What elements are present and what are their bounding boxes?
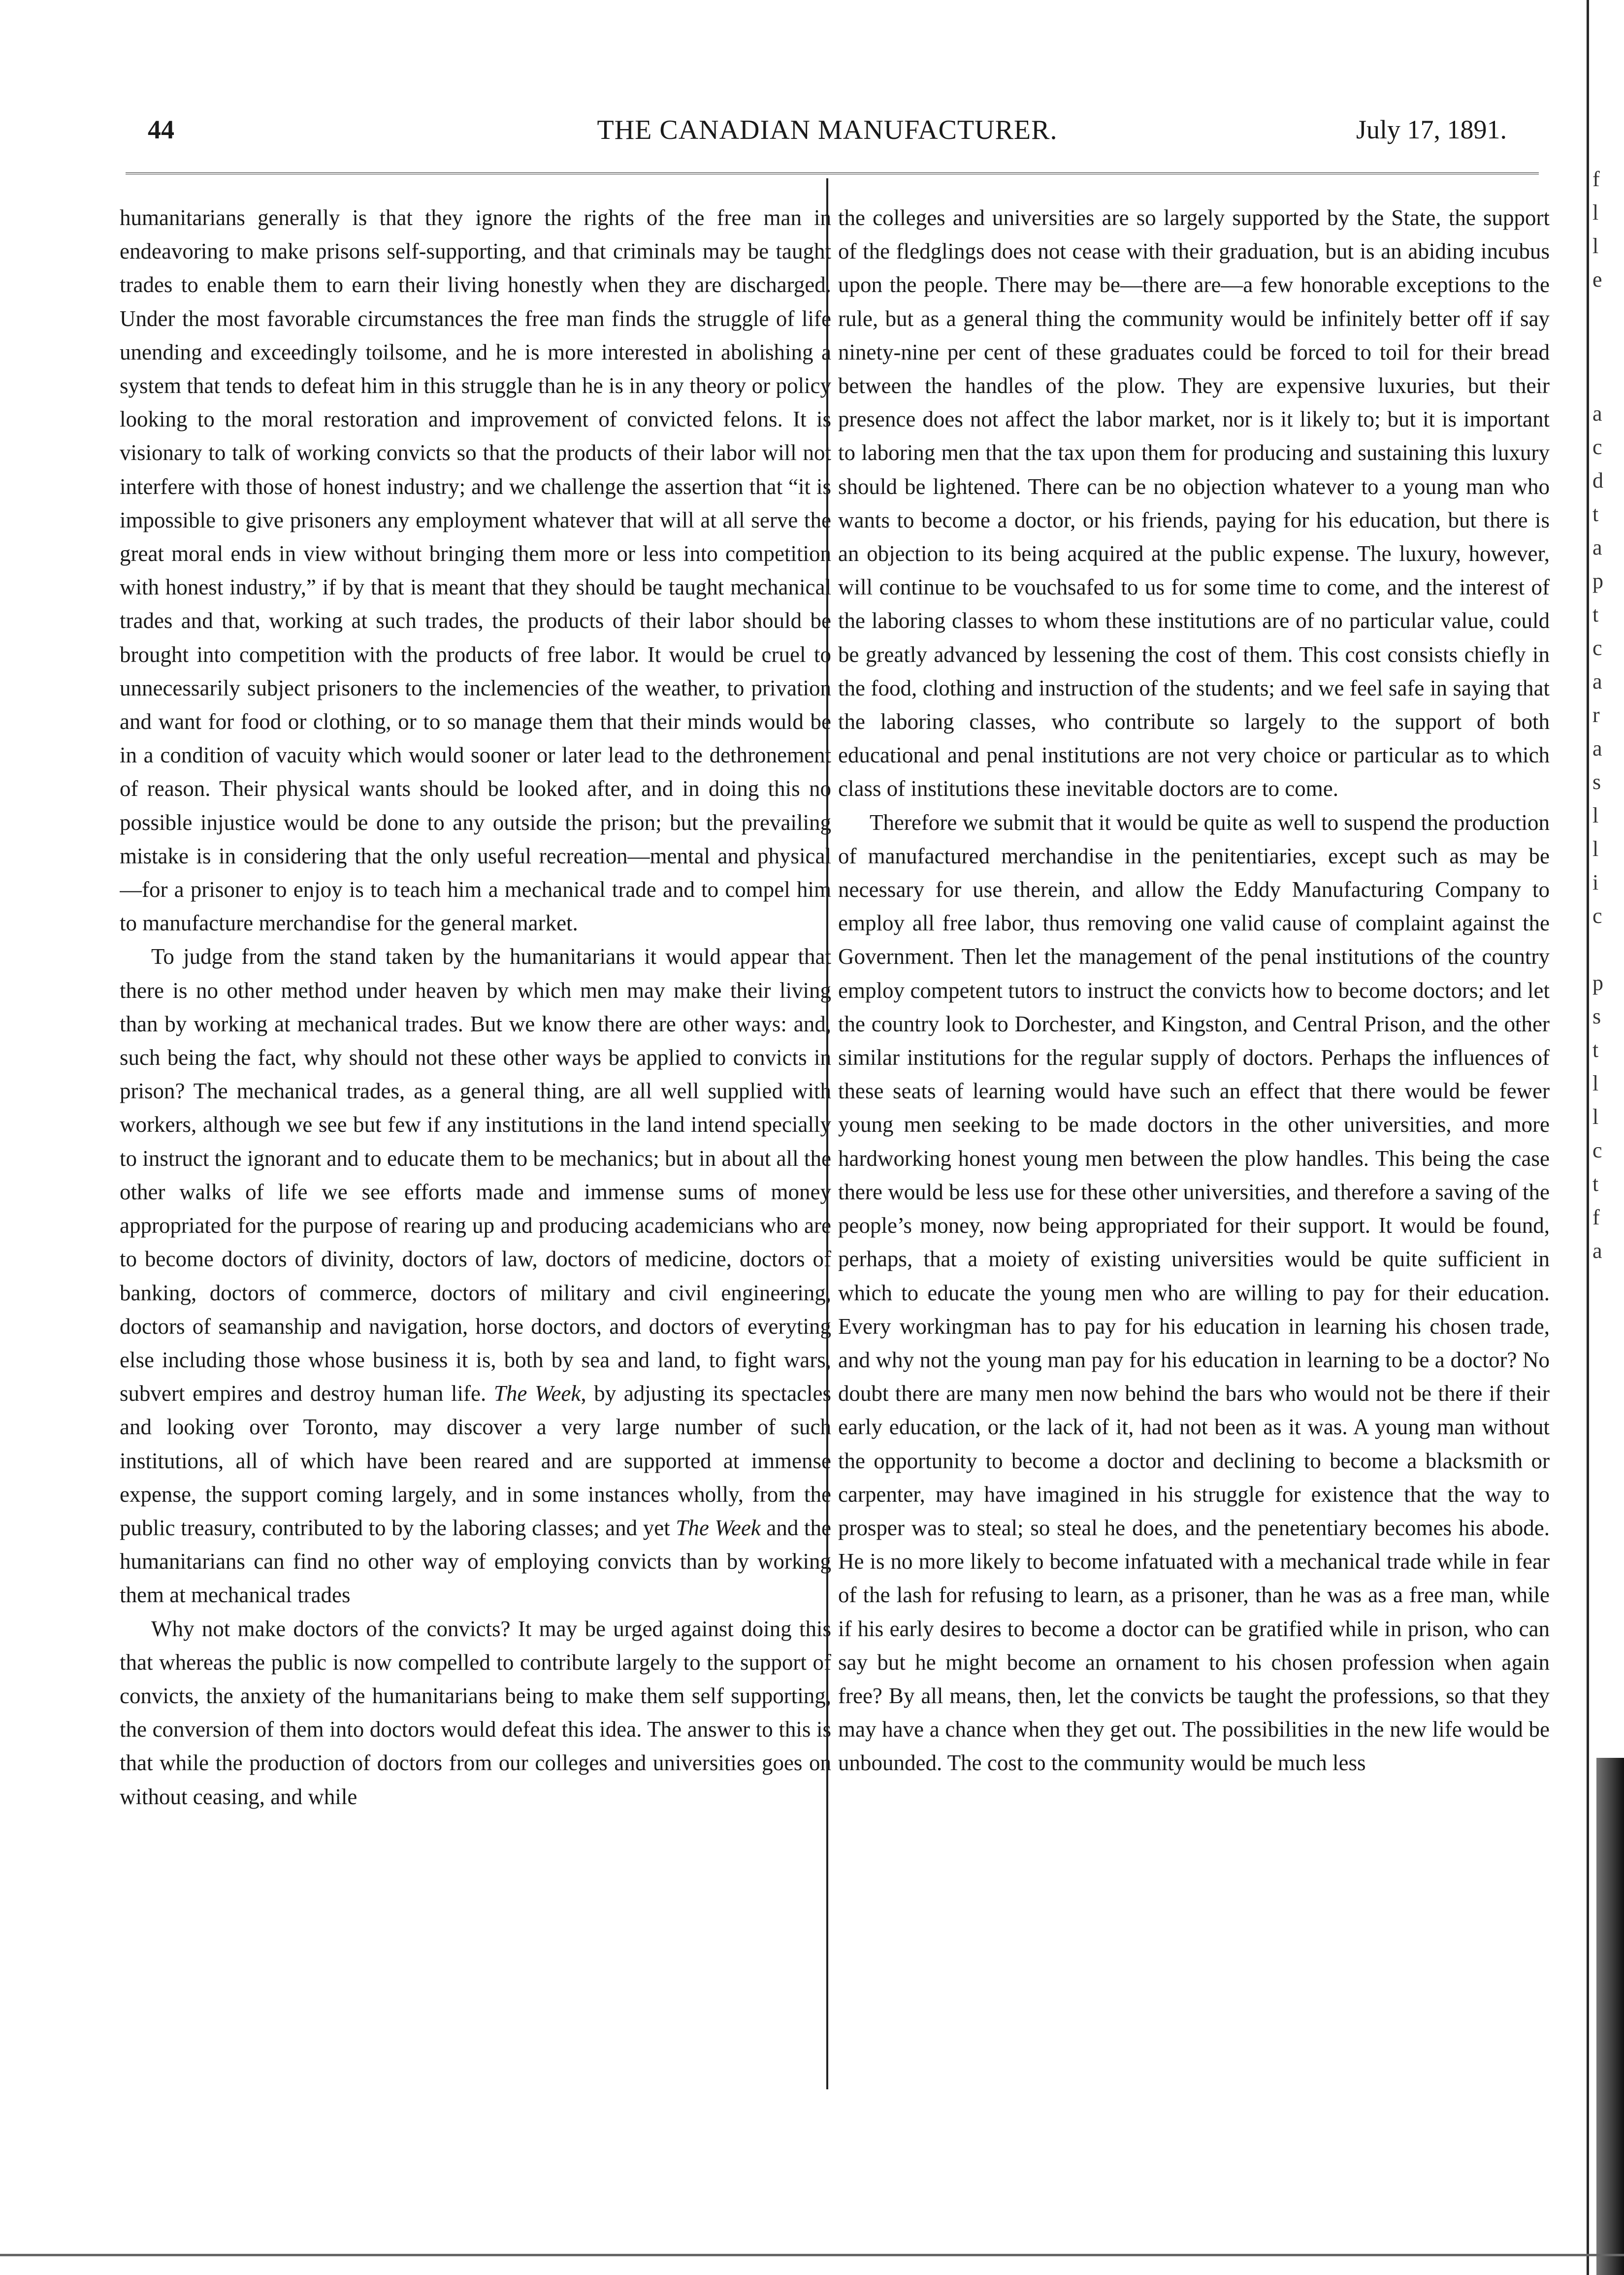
adjacent-page-edge — [1576, 0, 1624, 2275]
margin-letter: s — [1592, 770, 1601, 794]
margin-letter — [1592, 933, 1612, 966]
page-title: THE CANADIAN MANUFACTURER. — [597, 115, 1058, 145]
margin-letter: f — [1592, 1205, 1600, 1229]
margin-letter: a — [1592, 736, 1602, 760]
margin-letter: l — [1592, 200, 1599, 225]
paragraph: the colleges and universities are so largely supported by the State, the support of the fledglings does not cease with their graduation, but is an abiding incubus upon the people. There may be—there are—a few honorable exceptions to the rule, but as a general thing the community would be infinitely better off if say ninety-nine per cent of these graduates could be forced to toil for their bread between the handles of the plow. They are expensive luxuries, but their presence does not affect the labor market, nor is it likely to; but it is important to laboring men that the tax upon them for producing and sustaining this luxury should be lightened. There can be no objection whatever to a young man who wants to become a doctor, or his friends, paying for his education, but there is an objection to its being acquired at the public expense. The luxury, however, will continue to be vouchsafed to us for some time to come, and the interest of the laboring classes to whom these institutions are of no particular value, could be greatly advanced by lessening the cost of them. This cost consists chiefly in the food, clothing and instruction of the students; and we feel safe in saying that the laboring classes, who contribute so largely to the support of both educational and penal institutions are not very choice or particular as to which class of institutions these inevitable doctors are to come. — [838, 205, 1550, 801]
margin-letter: p — [1592, 971, 1603, 995]
margin-letter: d — [1592, 468, 1603, 493]
margin-letter — [1592, 330, 1612, 363]
margin-letter: l — [1592, 1071, 1599, 1095]
margin-letter: t — [1592, 502, 1599, 526]
margin-letter: t — [1592, 1038, 1599, 1062]
bottom-edge — [0, 2254, 1624, 2256]
margin-letter: c — [1592, 1138, 1602, 1162]
margin-letter — [1592, 297, 1612, 330]
margin-letter: r — [1592, 703, 1600, 727]
margin-letter: p — [1592, 569, 1603, 593]
page-number: 44 — [148, 115, 174, 144]
text-run: and the humanitarians can find no other way of employing convicts than by working them at mechanical trades — [120, 1515, 831, 1608]
margin-letter: l — [1592, 837, 1599, 861]
margin-letter: t — [1592, 1172, 1599, 1196]
margin-letter: c — [1592, 904, 1602, 928]
margin-letter: a — [1592, 401, 1602, 426]
margin-letter: l — [1592, 234, 1599, 258]
margin-letter: a — [1592, 1239, 1602, 1263]
margin-letter: s — [1592, 1004, 1601, 1028]
binding-shadow — [1596, 1758, 1624, 2275]
adjacent-page-fragment — [1592, 163, 1612, 1268]
paragraph: Therefore we submit that it would be quite as well to suspend the production of manufactured merchandise in the penitentiaries, except such as may be necessary for use therein, and allow the Eddy Manufacturing Company to employ all free labor, thus removing one valid cause of complaint against the Government. Then let the management of the penal institutions of the country employ competent tutors to instruct the convicts how to become doctors; and let the country look to Dorchester, and Kingston, and Central Prison, and the other similar institutions for the regular supply of doctors. Perhaps the influences of these seats of learning would have such an effect that there would be fewer young men seeking to be made doctors in the other universities, and more hardworking honest young men between the plow handles. This being the case there would be less use for these other universities, and therefore a saving of the people’s money, now being appropriated for their support. It would be found, perhaps, that a moiety of existing universities would be quite sufficient in which to educate the young men who are willing to pay for their education. Every workingman has to pay for his education in learning his chosen trade, and why not the young man pay for his education in learning to be a doctor? No doubt there are many men now behind the bars who would not be there if their early education, or the lack of it, had not been as it was. A young man without the opportunity to become a doctor and declining to become a blacksmith or carpenter, may have imagined in his struggle for existence that the way to prosper was to steal; so steal he does, and the penetentiary becomes his abode. He is no more likely to become infatuated with a mechanical trade while in fear of the lash for refusing to learn, as a prisoner, than he was as a free man, while if his early desires to become a doctor can be gratified while in prison, who can say but he might become an ornament to his chosen profession when again free? By all means, then, let the convicts be taught the professions, so that they may have a chance when they get out. The possibilities in the new life would be unbounded. The cost to the community would be much less — [838, 810, 1550, 1776]
margin-letter — [1592, 363, 1612, 397]
margin-letter: i — [1592, 870, 1599, 894]
paragraph — [120, 940, 831, 1612]
left-column — [120, 201, 831, 2087]
paragraph: Why not make doctors of the convicts? It may be urged against doing this that whereas the public is now compelled to contribute largely to the support of convicts, the anxiety of the humanitarians being to make them self supporting, the conversion of them into doctors would defeat this idea. The answer to this is that while the production of doctors from our colleges and universities goes on without ceasing, and while — [120, 1616, 831, 1809]
header-rule — [126, 172, 1539, 174]
margin-letter: a — [1592, 669, 1602, 693]
margin-letter: e — [1592, 267, 1602, 292]
text-run: To judge from the stand taken by the humanitarians it would appear that there is no other method under heaven by which men may make their living than by working at mechanical trades. But we know there are other ways: and, such being the fact, why should not these other ways be applied to convicts in prison? The mechanical trades, as a general thing, are all well supplied with workers, although we see but few if any institutions in the land intend specially to instruct the ignorant and to educate them to be mechanics; but in about all the other walks of life we see efforts made and immense sums of money appropriated for the purpose of rearing up and producing academicians who are to become doctors of divinity, doctors of law, doctors of medicine, doctors of banking, doctors of commerce, doctors of military and civil engineering, doctors of seamanship and navigation, horse doctors, and doctors of everyting else including those whose business it is, both by sea and land, to fight wars, subvert empires and destroy human life. — [120, 944, 831, 1406]
margin-letter: c — [1592, 435, 1602, 459]
text-run: , by adjusting its spectacles and looking over Toronto, may discover a very large number of such institutions, all of which have been reared and are supported at immense expense, the support coming largely, and in some instances wholly, from the public treasury, contributed to by the laboring classes; and yet — [120, 1381, 831, 1540]
margin-letter: l — [1592, 803, 1599, 827]
publication-name: The Week — [676, 1515, 761, 1540]
issue-date: July 17, 1891. — [1356, 115, 1507, 144]
right-column — [838, 201, 1550, 2087]
page-header — [148, 114, 1507, 154]
margin-letter: a — [1592, 535, 1602, 560]
margin-letter: c — [1592, 636, 1602, 660]
margin-letter: l — [1592, 1105, 1599, 1129]
paragraph: humanitarians generally is that they ignore the rights of the free man in endeavoring to make prisons self-supporting, and that criminals may be taught trades to enable them to earn their living honestly when they are discharged. Under the most favorable circumstances the free man finds the struggle of life unending and exceedingly toilsome, and he is more interested in abolishing a system that tends to defeat him in this struggle than he is in any theory or policy looking to the moral restoration and improvement of convicted felons. It is visionary to talk of working convicts so that the products of their labor will not interfere with those of honest industry; and we challenge the assertion that “it is impossible to give prisoners any employment whatever that will at all serve the great moral ends in view without bringing them more or less into competition with honest industry,” if by that is meant that they should be taught mechanical trades and that, working at such trades, the products of their labor should be brought into competition with the products of free labor. It would be cruel to unnecessarily subject prisoners to the inclemencies of the weather, to privation and want for food or clothing, or to so manage them that their minds would be in a condition of vacuity which would sooner or later lead to the dethronement of reason. Their physical wants should be looked after, and in doing this no possible injustice would be done to any outside the prison; but the prevailing mistake is in considering that the only useful recreation—mental and physical—for a prisoner to enjoy is to teach him a mechanical trade and to compel him to manufacture merchandise for the general market. — [120, 205, 831, 936]
margin-letter: t — [1592, 602, 1599, 626]
publication-name: The Week — [493, 1381, 581, 1406]
margin-letter: f — [1592, 167, 1600, 191]
page-fold-line — [1587, 0, 1589, 2275]
